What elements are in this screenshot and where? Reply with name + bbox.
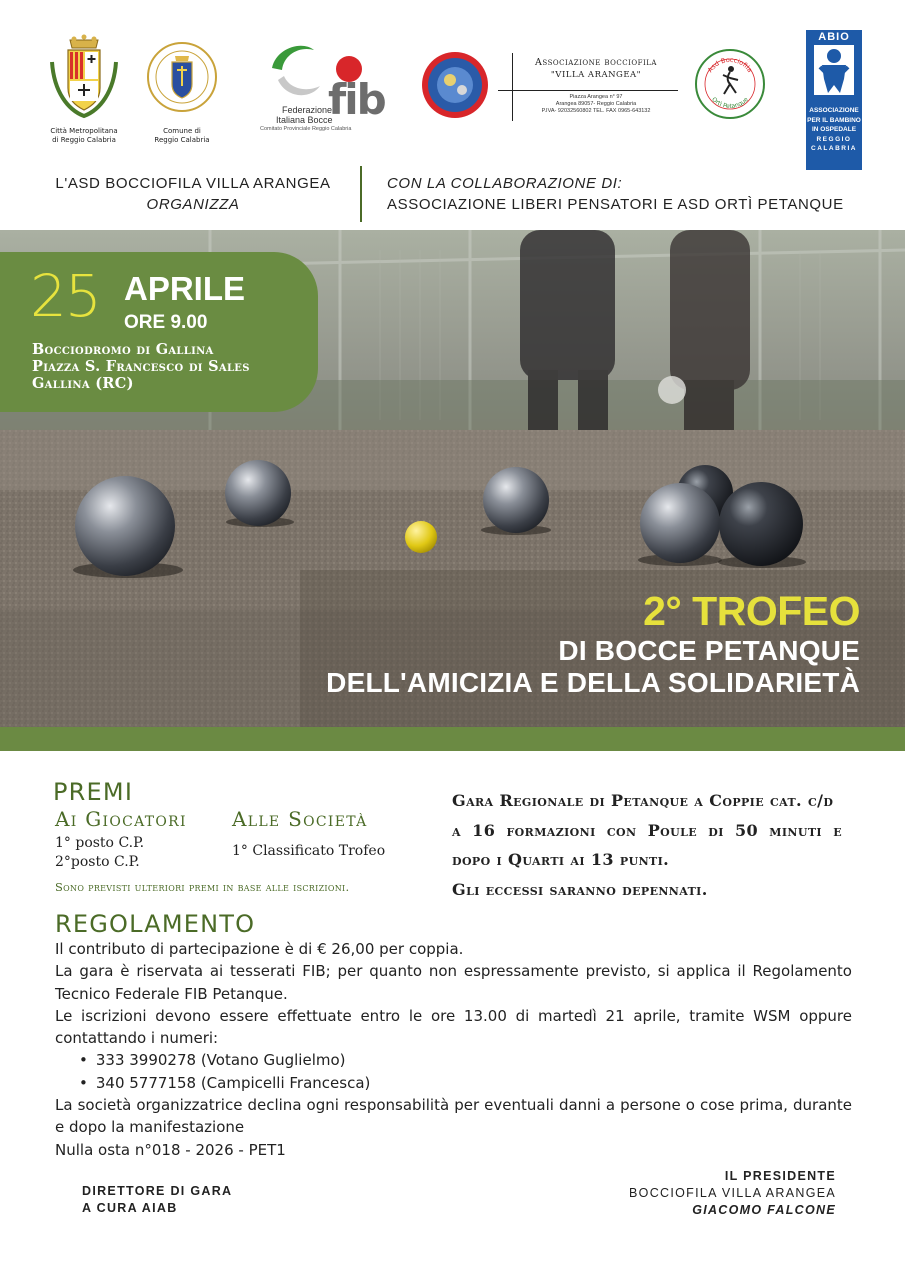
abio-line-1: ASSOCIAZIONE [809, 107, 859, 114]
orti-bottom-text: Ortì Petanque [710, 95, 750, 111]
letterhead-vline [512, 53, 513, 121]
regulation-registration: Le iscrizioni devono essere effettuate entro le ore 13.00 di martedì 21 aprile, tramite WSM oppure contattando i numeri: [55, 1006, 852, 1048]
fib-text-1: Federazione [282, 105, 333, 115]
regulation-disclaimer: La società organizzatrice declina ogni responsabilità per eventuali danni a persone o cose prima, durante e dopo la manifestazione [55, 1096, 852, 1137]
race-director-title: DIRETTORE DI GARA [82, 1184, 233, 1198]
organizer-line-2: ORGANIZZA [146, 196, 240, 213]
venue-line-2: Piazza S. Francesco di Sales [32, 358, 250, 375]
contact-list [55, 1049, 852, 1094]
circular-emblem-logo [420, 50, 490, 125]
citta-caption-2: di Reggio Calabria [52, 136, 116, 144]
contact-item: • 333 3990278 (Votano Guglielmo) [79, 1049, 852, 1071]
crest-icon [40, 32, 128, 120]
orti-emblem-icon [694, 48, 766, 120]
comune-logo [145, 40, 219, 145]
players-prize-2: 2°posto C.P. [55, 854, 140, 870]
club-emblem-icon [420, 50, 490, 120]
event-day: 25 [30, 262, 100, 330]
orti-petanque-logo [694, 48, 766, 120]
fib-text-3: Comitato Provinciale Reggio Calabria [260, 126, 352, 132]
venue-line-3: Gallina (RC) [32, 375, 134, 392]
collaboration-partners: ASSOCIAZIONE LIBERI PENSATORI E ASD ORTÌ PETANQUE [387, 196, 844, 213]
date-badge [0, 252, 318, 412]
regulation-nulla-osta: Nulla osta n°018 - 2026 - PET1 [55, 1140, 286, 1159]
race-director-block [82, 1183, 232, 1217]
citta-metropolitana-logo [40, 32, 128, 145]
letterhead-addr-2: Arangea 89057- Reggio Calabria [555, 101, 637, 107]
citta-caption-1: Città Metropolitana [50, 127, 118, 135]
players-heading: Ai Giocatori [55, 807, 187, 831]
abio-line-4: REGGIO [816, 135, 852, 143]
abio-line-2: PER IL BAMBINO [807, 116, 861, 124]
comune-caption-2: Reggio Calabria [154, 136, 210, 144]
organizer-divider [360, 166, 362, 222]
letterhead-addr-3: P.IVA- 92032560802 TEL. FAX 0965-643132 [541, 108, 651, 114]
competition-description [452, 786, 842, 904]
abio-name: ABIO [818, 31, 850, 43]
abio-line-3: IN OSPEDALE [811, 126, 857, 133]
players-prize-1: 1° posto C.P. [55, 835, 145, 851]
regulation-eligibility: La gara è riservata ai tesserati FIB; per quanto non espressamente previsto, si applica il Regolamento Tecnico Federale FIB Petanque. [55, 962, 852, 1003]
logo-strip [0, 0, 905, 170]
collaboration-block [387, 173, 887, 215]
letterhead-title-2: "VILLA ARANGEA" [550, 70, 642, 80]
regulation-fee: Il contributo di partecipazione è di € 26,00 per coppia. [55, 940, 464, 958]
president-block [560, 1168, 836, 1219]
venue-line-1: Bocciodromo di Gallina [32, 341, 214, 358]
letterhead-title-1: Associazione bocciofila [535, 57, 657, 68]
president-name: GIACOMO FALCONE [692, 1203, 836, 1217]
president-title: IL PRESIDENTE [724, 1169, 836, 1183]
competition-line-3: dopo i Quarti ai 13 punti. [452, 850, 670, 869]
competition-line-2: a 16 formazioni con Poule di 50 minuti e [452, 820, 842, 840]
prizes-note: Sono previsti ulteriori premi in base alle iscrizioni. [55, 880, 350, 894]
race-director-name: A CURA AIAB [82, 1201, 178, 1215]
clubs-heading: Alle Società [232, 807, 368, 831]
seal-icon [145, 40, 219, 114]
regulation-heading: REGOLAMENTO [55, 910, 256, 938]
trophy-title: 2° TROFEO [643, 588, 860, 634]
event-month: APRILE [124, 270, 246, 307]
abio-logo [806, 30, 862, 170]
trophy-subtitle-1: DI BOCCE PETANQUE [558, 635, 860, 666]
regulation-body [55, 938, 852, 1161]
collaboration-heading: CON LA COLLABORAZIONE DI: [387, 175, 623, 192]
trophy-subtitle-2: DELL'AMICIZIA E DELLA SOLIDARIETÀ [326, 667, 860, 698]
bocciofila-letterhead [498, 53, 678, 121]
abio-text-block [806, 106, 862, 154]
fib-logo [258, 40, 398, 135]
abio-line-5: CALABRIA [811, 145, 857, 152]
orti-top-text: Asd Bocciofila [706, 55, 754, 74]
organizer-block [48, 173, 338, 215]
competition-line-1: Gara Regionale di Petanque a Coppie cat. c/d [452, 791, 834, 810]
event-time: ORE 9.00 [124, 312, 208, 333]
president-club: BOCCIOFILA VILLA ARANGEA [629, 1186, 836, 1200]
organizer-line-1: L'ASD BOCCIOFILA VILLA ARANGEA [55, 175, 331, 192]
clubs-prize-1: 1° Classificato Trofeo [232, 843, 386, 859]
fib-mark: fib [328, 75, 385, 124]
letterhead-addr-1: Piazza Arangea n° 97 [569, 94, 623, 100]
comune-caption-1: Comune di [163, 127, 201, 135]
green-divider-band [0, 727, 905, 751]
abio-child-icon [814, 45, 854, 95]
contact-item: • 340 5777158 (Campicelli Francesca) [79, 1072, 852, 1094]
trophy-title-block [260, 588, 860, 699]
fib-text-2: Italiana Bocce [276, 115, 333, 125]
competition-line-4: Gli eccessi saranno depennati. [452, 879, 708, 899]
prizes-heading: PREMI [53, 778, 134, 806]
letterhead-hline [498, 90, 678, 91]
